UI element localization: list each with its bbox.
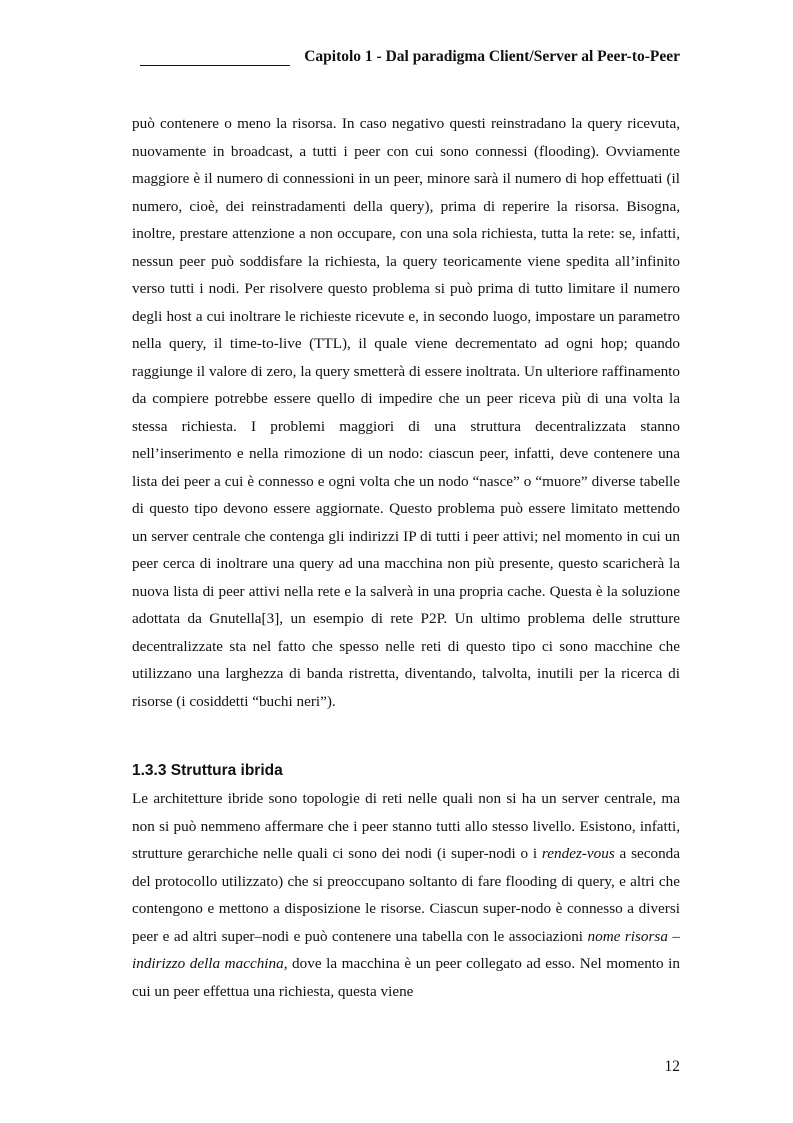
body-paragraph-1: può contenere o meno la risorsa. In caso negativo questi reinstradano la query ricevuta, nuovamente in broadcast, a tutti i peer con cui sono connessi (flooding). Ovviamente maggiore è il numero di connessioni in un peer, minore sarà il numero di hop effettuati (il numero, cioè, dei reinstradamenti della query), prima di reperire la risorsa. Bisogna, inoltre, prestare attenzione a non occupare, con una sola richiesta, tutta la rete: se, infatti, nessun peer può soddisfare la richiesta, la query teoricamente viene spedita all’infinito verso tutti i nodi. Per risolvere questo problema si può prima di tutto limitare il numero degli host a cui inoltrare le richieste ricevute e, in secondo luogo, impostare un parametro nella query, il time-to-live (TTL), il quale viene decrementato ad ogni hop; quando raggiunge il valore di zero, la query smetterà di essere inoltrata. Un ulteriore raffinamento da compiere potrebbe essere quello di impedire che un peer riceva più di una volta la stessa richiesta. I problemi maggiori di una struttura decentralizzata stanno nell’inserimento e nella rimozione di un nodo: ciascun peer, infatti, deve contenere una lista dei peer a cui è connesso e ogni volta che un nodo “nasce” o “muore” diverse tabelle di questo tipo devono essere aggiornate. Questo problema può essere limitato mettendo un server centrale che contenga gli indirizzi IP di tutti i peer attivi; nel momento in cui un peer cerca di inoltrare una query ad una macchina non più presente, questo scaricherà la nuova lista di peer attivi nella rete e la salverà in una propria cache. Questa è la soluzione adottata da Gnutella[3], un esempio di rete P2P. Un ultimo problema delle strutture decentralizzate sta nel fatto che spesso nelle reti di questo tipo ci sono macchine che utilizzano una larghezza di banda ristretta, diventando, talvolta, inutili per la ricerca di risorse (i cosiddetti “buchi neri”). xyxy=(132,115,680,710)
section-heading: 1.3.3 Struttura ibrida xyxy=(132,762,283,779)
paragraph2-emphasis-association: nome risorsa – indirizzo della macchina xyxy=(132,927,681,972)
header-rule xyxy=(140,65,290,66)
running-header xyxy=(140,48,680,70)
paragraph2-emphasis-rendezvous: rendez-vous xyxy=(541,845,615,862)
chapter-title: Capitolo 1 - Dal paradigma Client/Server al Peer-to-Peer xyxy=(304,48,680,65)
body-paragraph-2 xyxy=(132,785,680,1005)
paragraph2-part2: a seconda del protocollo utilizzato) che si preoccupano soltanto di fare flooding di query, e altri che contengono e mettono a disposizione le risorse. Ciascun super-nodo è connesso a diversi peer e ad altri super–nodi e può contenere una tabella con le associazioni xyxy=(132,845,681,945)
page-number: 12 xyxy=(664,1058,680,1075)
paragraph2-part3: , dove la macchina è un peer collegato ad esso. Nel momento in cui un peer effettua una richiesta, questa viene xyxy=(132,955,680,1000)
paragraph2-part1: Le architetture ibride sono topologie di reti nelle quali non si ha un server centrale, ma non si può nemmeno affermare che i peer stanno tutti allo stesso livello. Esistono, infatti, strutture gerarchiche nelle quali ci sono dei nodi (i super-nodi o i xyxy=(132,790,680,862)
